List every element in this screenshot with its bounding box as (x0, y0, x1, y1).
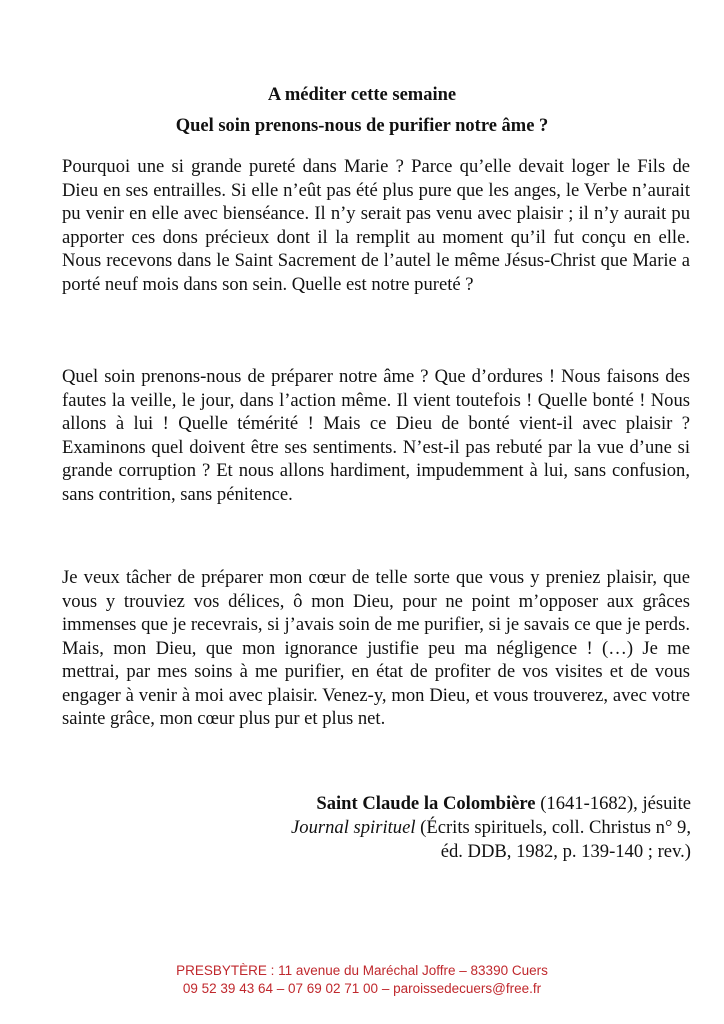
body-paragraph-2: Quel soin prenons-nous de préparer notre âme ? Que d’ordures ! Nous faisons des fautes la veille, le jour, dans l’action même. Il vient toutefois ! Quelle bonté ! Nous allons à lui ! Quelle témérité ! Mais ce Dieu de bonté vient-il avec plaisir ? Examinons quel doivent être ses sentiments. N’est-il pas rebuté par la vue d’une si grande corruption ? Et nous allons hardiment, impudemment à lui, sans confusion, sans contrition, sans pénitence. (62, 366, 690, 505)
footer-contact: 09 52 39 43 64 – 07 69 02 71 00 – paroissedecuers@free.fr (182, 981, 542, 996)
body-paragraph-1: Pourquoi une si grande pureté dans Marie ? Parce qu’elle devait loger le Fils de Dieu en ses entrailles. Si elle n’eût pas été plus pure que les anges, le Verbe n’aurait pu venir en elle avec bienséance. Il n’y serait pas venu avec plaisir ; il n’y aurait pu apporter ces dons précieux dont il la remplit au moment qu’il fut conçu en elle. Nous recevons dans le Saint Sacrement de l’autel le même Jésus-Christ que Marie a porté neuf mois dans son sein. Quelle est notre pureté ? (62, 156, 690, 295)
attribution-publication-line: éd. DDB, 1982, p. 139-140 ; rev.) (440, 841, 691, 862)
attribution-author-line (171, 792, 691, 816)
author-name: Saint Claude la Colombière (316, 793, 536, 814)
footer-address: PRESBYTÈRE : 11 avenue du Maréchal Joffre – 83390 Cuers (176, 963, 548, 978)
attribution-work-line (171, 816, 691, 840)
work-title: Journal spirituel (291, 817, 416, 838)
author-details: (1641-1682), jésuite (535, 793, 691, 814)
page-title: Quel soin prenons-nous de purifier notre âme ? (175, 116, 549, 136)
kicker-heading: A méditer cette semaine (267, 85, 457, 105)
work-details: (Écrits spirituels, coll. Christus n° 9, (415, 817, 691, 838)
body-paragraph-3: Je veux tâcher de préparer mon cœur de telle sorte que vous y preniez plaisir, que vous y trouviez vos délices, ô mon Dieu, pour ne point m’opposer aux grâces immenses que je recevrais, si j’avais soin de me purifier, si je savais ce que je perds. Mais, mon Dieu, que mon ignorance justifie peu ma négligence ! (…) Je me mettrai, par mes soins à me purifier, en état de profiter de vos visites et de vous engager à venir à moi avec plaisir. Venez-y, mon Dieu, et vous trouverez, avec votre sainte grâce, mon cœur plus pur et plus net. (62, 567, 690, 729)
